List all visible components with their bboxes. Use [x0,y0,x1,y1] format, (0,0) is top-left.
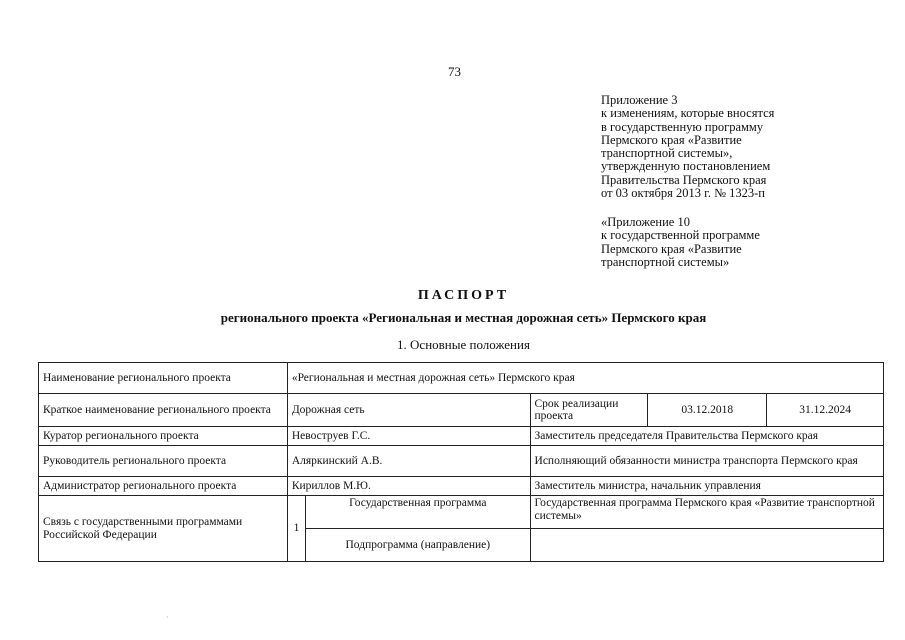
table-row [39,496,884,529]
annex-10-line: «Приложение 10 [601,215,690,229]
state-program-label: Государственная программа [306,496,530,529]
annex-10-block [601,216,901,269]
lead-position: Исполняющий обязанности министра транспорта Пермского края [530,446,883,477]
annex-3-line: в государственную программу [601,119,764,134]
curator-label: Куратор регионального проекта [39,427,288,446]
admin-label: Администратор регионального проекта [39,477,288,496]
document-title: ПАСПОРТ [417,288,510,303]
curator-position: Заместитель председателя Правительства Пермского края [530,427,883,446]
annex-3-line: Пермского края «Развитие [601,132,742,147]
term-label: Срок реализации проекта [530,394,648,427]
page-number: 73 [448,64,461,79]
annex-3-line: от 03 октября 2013 г. № 1323-п [601,186,765,201]
table-row [39,363,884,394]
annex-3-line: к изменениям, которые вносятся [601,106,775,121]
annex-3-line: транспортной системы», [601,146,733,161]
short-name-value: Дорожная сеть [287,394,530,427]
section-heading: 1. Основные положения [397,337,530,352]
program-link-number: 1 [287,496,305,562]
annex-3-line: Приложение 3 [601,93,678,107]
lead-name: Аляркинский А.В. [287,446,530,477]
term-start: 03.12.2018 [648,394,767,427]
table-row [39,394,884,427]
annex-3-block [601,94,901,200]
state-program-value: Государственная программа Пермского края «Развитие транспортной системы» [530,496,883,529]
annex-3-line: Правительства Пермского края [601,172,767,187]
short-name-label: Краткое наименование регионального проекта [39,394,288,427]
program-link-label: Связь с государственными программами Российской Федерации [39,496,288,562]
lead-label: Руководитель регионального проекта [39,446,288,477]
annex-3-line: утвержденную постановлением [601,159,771,174]
admin-position: Заместитель министра, начальник управления [530,477,883,496]
table-row [39,427,884,446]
project-name-value: «Региональная и местная дорожная сеть» Пермского края [287,363,883,394]
table-row [39,477,884,496]
scan-mark: · [166,613,169,622]
subprogram-label: Подпрограмма (направление) [306,529,530,562]
curator-name: Невоструев Г.С. [287,427,530,446]
project-name-label: Наименование регионального проекта [39,363,288,394]
table-row [39,446,884,477]
annex-10-line: Пермского края «Развитие [601,241,742,256]
annex-10-line: к государственной программе [601,228,760,243]
term-end: 31.12.2024 [767,394,884,427]
annex-10-line: транспортной системы» [601,254,730,269]
admin-name: Кириллов М.Ю. [287,477,530,496]
passport-table [38,362,884,562]
subprogram-value [530,529,883,562]
document-subtitle: регионального проекта «Региональная и местная дорожная сеть» Пермского края [220,310,707,325]
